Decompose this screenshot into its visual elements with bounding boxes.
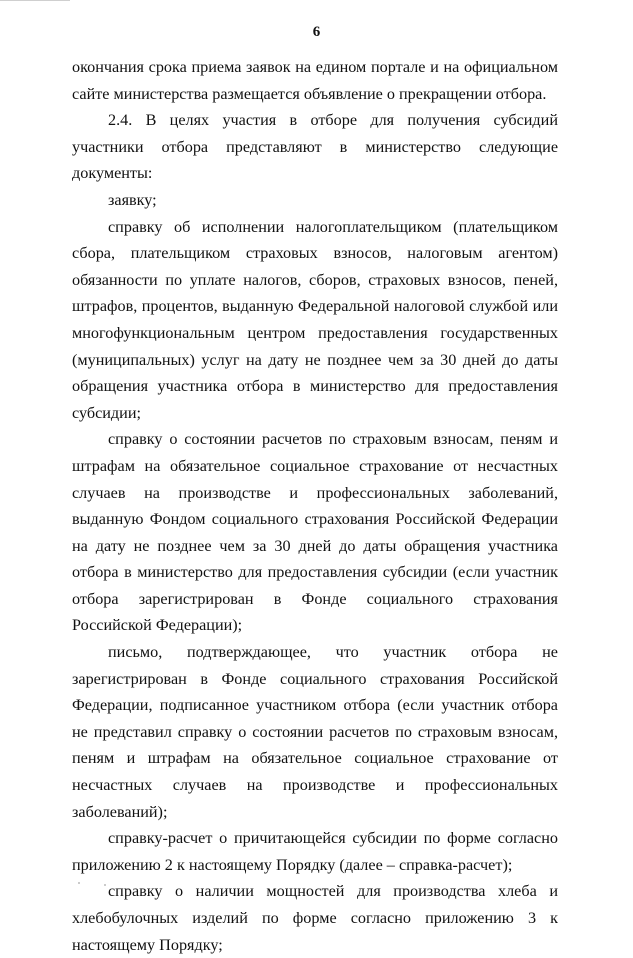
paragraph-item-capacity-certificate: справку о наличии мощностей для производства хлеба и хлебобулочных изделий по форме согласно приложению 3 к настоящему Порядку; [72, 882, 558, 954]
paragraph-item-insurance-certificate: справку о состоянии расчетов по страховым взносам, пеням и штрафам на обязательное социальное страхование от несчастных случаев на производстве и профессиональных заболеваний, выданную Фондом социального страхования Российской Федерации на дату не позднее чем за 30 дней до даты обращения участника отбора в министерство для предоставления субсидии (если участник отбора зарегистрирован в Фонде социального страхования Российской Федерации); [72, 430, 558, 635]
paragraph-item-calculation: справку-расчет о причитающейся субсидии по форме согласно приложению 2 к настоящему Порядку (далее – справка-расчет); [72, 829, 558, 874]
scan-speck [78, 882, 80, 884]
paragraph-section-2-4: 2.4. В целях участия в отборе для получения субсидий участники отбора представляют в министерство следующие документы: [72, 111, 558, 183]
paragraph-item-application: заявку; [108, 190, 157, 209]
page-number: 6 [312, 24, 321, 40]
document-body [72, 54, 558, 958]
paragraph-item-tax-certificate: справку об исполнении налогоплательщиком (плательщиком сбора, плательщиком страховых взносов, налоговым агентом) обязанности по уплате налогов, сборов, страховых взносов, пеней, штрафов, процентов, выданную Федеральной налоговой службой или многофункциональным центром предоставления государственных (муниципальных) услуг на дату не позднее чем за 30 дней до даты обращения участника отбора в министерство для предоставления субсидии; [72, 217, 558, 422]
paragraph-continuation: окончания срока приема заявок на едином портале и на официальном сайте министерства размещается объявление о прекращении отбора. [72, 58, 558, 103]
scan-speck [104, 884, 106, 886]
paragraph-item-letter: письмо, подтверждающее, что участник отбора не зарегистрирован в Фонде социального страхования Российской Федерации, подписанное участником отбора (если участник отбора не представил справку о состоянии расчетов по страховым взносам, пеням и штрафам на обязательное социальное страхование от несчастных случаев на производстве и профессиональных заболеваний); [72, 643, 558, 821]
scan-edge-mark [0, 0, 70, 3]
